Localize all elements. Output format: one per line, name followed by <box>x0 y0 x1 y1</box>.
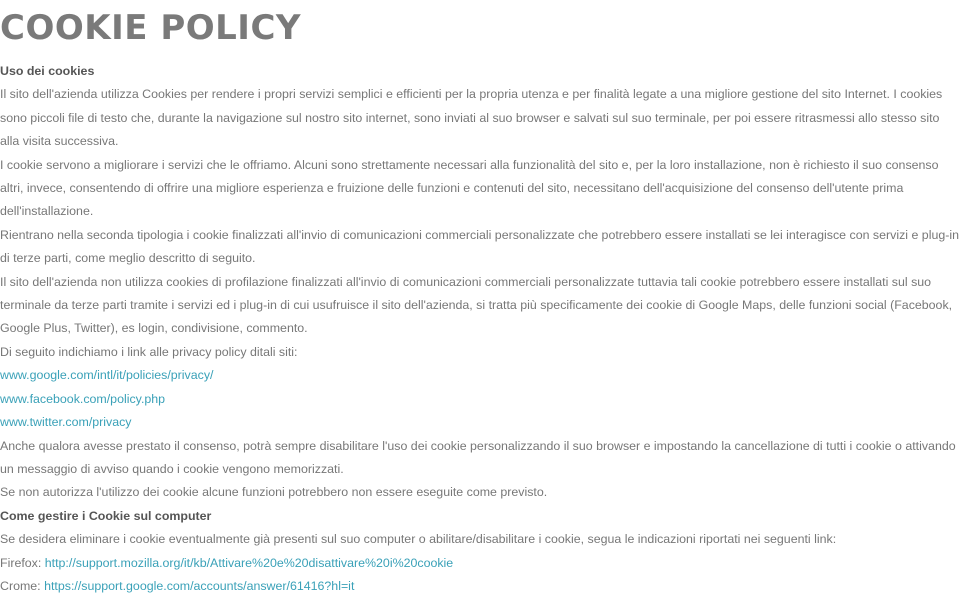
twitter-privacy-link[interactable]: www.twitter.com/privacy <box>0 415 132 430</box>
browser-label-chrome: Crome: <box>0 578 45 593</box>
paragraph-disable: Se non autorizza l'utilizzo dei cookie alcune funzioni potrebbero non essere eseguite come previsto. <box>0 485 548 500</box>
section-heading-uso: Uso dei cookies <box>0 64 95 78</box>
paragraph-links-intro: Di seguito indichiamo i link alle privacy policy ditali siti: <box>0 344 298 359</box>
paragraph-manage: Se desidera eliminare i cookie eventualmente già presenti sul suo computer o abilitare/disabilitare i cookie, segua le indicazioni riportati nei seguenti link: <box>0 532 837 547</box>
facebook-privacy-link[interactable]: www.facebook.com/policy.php <box>0 391 166 406</box>
google-privacy-link[interactable]: www.google.com/intl/it/policies/privacy/ <box>0 368 214 383</box>
paragraph-third-party: Rientrano nella seconda tipologia i cookie finalizzati all'invio di comunicazioni commerciali personalizzate che potrebbero essere installati se lei interagisce con servizi e plug-in di terze parti, come meglio descritto di seguito. <box>0 227 960 266</box>
firefox-cookie-link[interactable]: http://support.mozilla.org/it/kb/Attivare%20e%20disattivare%20i%20cookie <box>44 555 454 570</box>
browser-row-chrome <box>0 575 960 598</box>
paragraph-purpose: I cookie servono a migliorare i servizi che le offriamo. Alcuni sono strettamente necessari alla funzionalità del sito e, per la loro installazione, non è richiesto il suo consenso altri, invece, consentendo di offrire una migliore esperienza e fruizione delle funzioni e contenuti del sito, necessitano dell'acquisizione del consenso dell'utente prima dell'installazione. <box>0 157 939 219</box>
browser-label-firefox: Firefox: <box>0 555 45 570</box>
page-title: COOKIE POLICY <box>0 8 302 48</box>
browser-row-firefox <box>0 552 960 575</box>
paragraph-intro: Il sito dell'azienda utilizza Cookies per rendere i propri servizi semplici e efficienti per la propria utenza e per finalità legate a una migliore gestione del sito Internet. I cookies sono piccoli file di testo che, durante la navigazione sul nostro sito internet, sono inviati al suo browser e salvati sul suo terminale, per poi essere ritrasmessi allo stesso sito alla visita successiva. <box>0 87 943 149</box>
chrome-cookie-link[interactable]: https://support.google.com/accounts/answer/61416?hl=it <box>44 578 355 593</box>
paragraph-profiling: Il sito dell'azienda non utilizza cookies di profilazione finalizzati all'invio di comunicazioni commerciali personalizzate tuttavia tali cookie potrebbero essere installati sul suo terminale da terze parti tramite i servizi ed i plug-in di cui usufruisce il sito dell'azienda, si tratta più specificamente dei cookie di Google Maps, delle funzioni social (Facebook, Google Plus, Twitter), es login, condivisione, commento. <box>0 274 953 336</box>
link-row <box>0 364 960 387</box>
policy-content <box>0 60 960 598</box>
link-row <box>0 411 960 434</box>
section-heading-gestire: Come gestire i Cookie sul computer <box>0 508 212 523</box>
link-row <box>0 388 960 411</box>
paragraph-consent: Anche qualora avesse prestato il consenso, potrà sempre disabilitare l'uso dei cookie personalizzando il suo browser e impostando la cancellazione di tutti i cookie o attivando un messaggio di avviso quando i cookie vengono memorizzati. <box>0 438 956 476</box>
